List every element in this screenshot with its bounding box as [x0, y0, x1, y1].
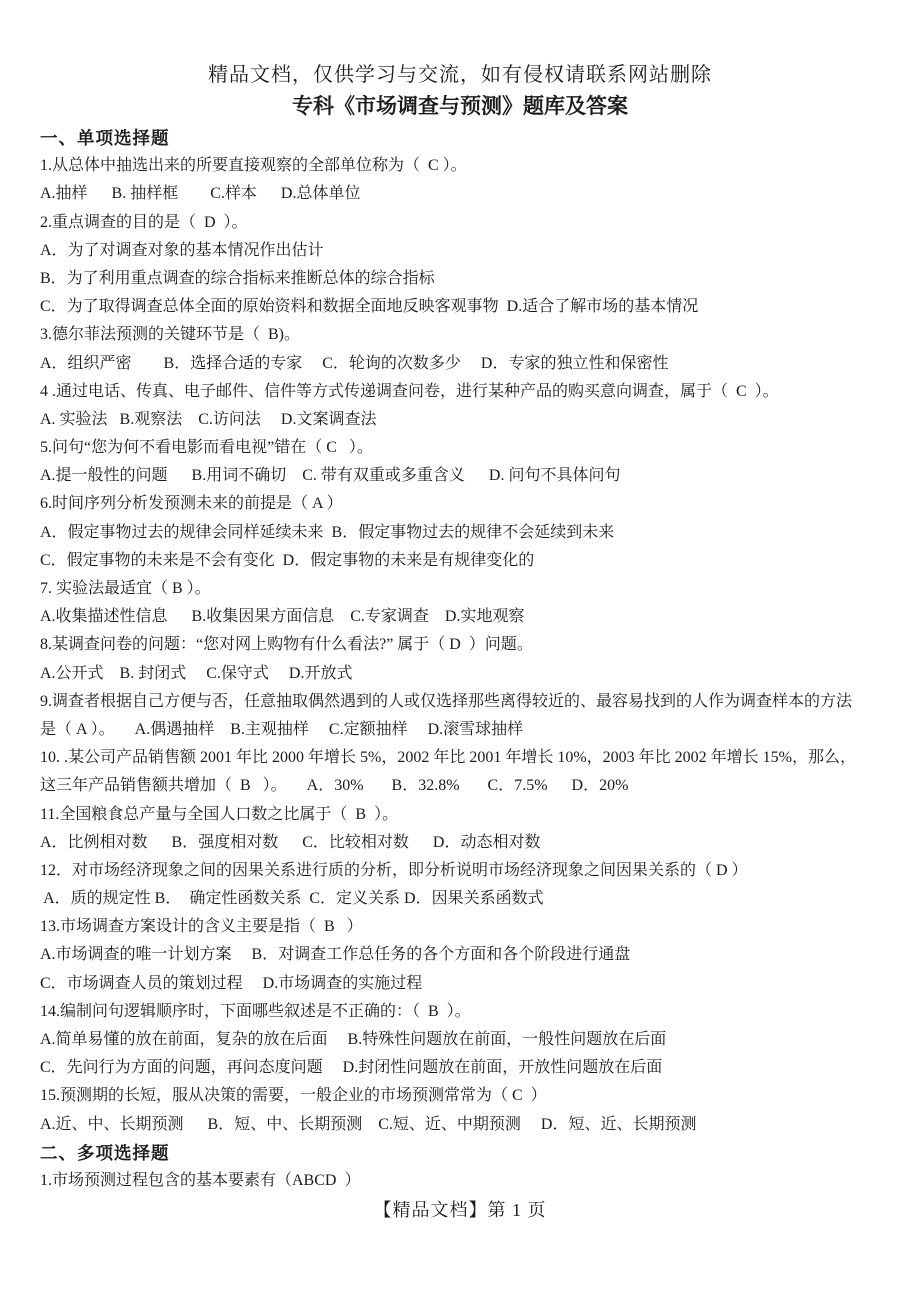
- document-line: A.简单易懂的放在前面，复杂的放在后面 B.特殊性问题放在前面，一般性问题放在后面: [40, 1031, 667, 1048]
- document-line: A．质的规定性 B． 确定性函数关系 C．定义关系 D．因果关系函数式: [40, 890, 544, 908]
- section-heading: 一、单项选择题: [40, 128, 170, 148]
- document-line: A．假定事物过去的规律会同样延续未来 B．假定事物过去的规律不会延续到未来: [40, 523, 615, 541]
- section-heading: 二、多项选择题: [40, 1142, 170, 1163]
- document-title: 专科《市场调查与预测》题库及答案: [292, 95, 628, 118]
- document-line: 9.调查者根据自己方便与否，任意抽取偶然遇到的人或仅选择那些离得较近的、最容易找到的人作为调查样本的方法: [40, 692, 853, 710]
- document-line: 12．对市场经济现象之间的因果关系进行质的分析，即分析说明市场经济现象之间因果关系的（ D ）: [40, 861, 748, 879]
- document-line: 3.德尔菲法预测的关键环节是（ B)。: [40, 326, 301, 344]
- document-line: 11.全国粮食总产量与全国人口数之比属于（ B ）。: [40, 805, 399, 823]
- document-line: C．假定事物的未来是不会有变化 D．假定事物的未来是有规律变化的: [40, 551, 535, 569]
- document-line: C．先问行为方面的问题，再问态度问题 D.封闭性问题放在前面，开放性问题放在后面: [40, 1059, 663, 1077]
- document-line: 8.某调查问卷的问题：“您对网上购物有什么看法?” 属于（ D ）问题。: [40, 636, 533, 654]
- document-line: 6.时间序列分析发预测未来的前提是（ A ）: [40, 495, 343, 513]
- document-line: 4 .通过电话、传真、电子邮件、信件等方式传递调查问卷，进行某种产品的购买意向调查，属于（ C ）。: [40, 382, 779, 400]
- document-line: 1.市场预测过程包含的基本要素有（ABCD ）: [40, 1171, 361, 1189]
- document-line: A．为了对调查对象的基本情况作出估计: [40, 241, 324, 259]
- document-line: 是（ A ）。 A.偶遇抽样 B.主观抽样 C.定额抽样 D.滚雪球抽样: [40, 720, 524, 738]
- document-body: [40, 124, 912, 1195]
- document-line: A.抽样 B. 抽样框 C.样本 D.总体单位: [40, 185, 361, 203]
- document-line: C．为了取得调查总体全面的原始资料和数据全面地反映客观事物 D.适合了解市场的基本情况: [40, 298, 699, 316]
- document-line: 2.重点调查的目的是（ D ）。: [40, 213, 248, 231]
- document-line: 15.预测期的长短，服从决策的需要，一般企业的市场预测常常为（ C ）: [40, 1087, 547, 1105]
- document-line: A.提一般性的问题 B.用词不确切 C. 带有双重或多重含义 D. 问句不具体问句: [40, 467, 621, 485]
- document-line: A.近、中、长期预测 B．短、中、长期预测 C.短、近、中期预测 D．短、近、长期预测: [40, 1115, 697, 1133]
- document-line: A.市场调查的唯一计划方案 B．对调查工作总任务的各个方面和各个阶段进行通盘: [40, 946, 631, 964]
- document-line: 14.编制问句逻辑顺序时，下面哪些叙述是不正确的：（ B ）。: [40, 1002, 471, 1020]
- document-line: 1.从总体中抽选出来的所要直接观察的全部单位称为（ C ）。: [40, 157, 467, 175]
- document-line: 13.市场调查方案设计的含义主要是指（ B ）: [40, 918, 363, 936]
- document-line: A．组织严密 B．选择合适的专家 C．轮询的次数多少 D．专家的独立性和保密性: [40, 354, 669, 372]
- document-line: A.公开式 B. 封闭式 C.保守式 D.开放式: [40, 664, 353, 682]
- document-line: A.收集描述性信息 B.收集因果方面信息 C.专家调查 D.实地观察: [40, 608, 525, 626]
- document-line: A．比例相对数 B．强度相对数 C．比较相对数 D．动态相对数: [40, 833, 541, 851]
- page-footer: 【精品文档】第 1 页: [373, 1200, 547, 1220]
- document-line: 这三年产品销售额共增加（ B ）。 A．30% B．32.8% C．7.5% D．20%: [40, 777, 629, 795]
- header-notice: 精品文档，仅供学习与交流，如有侵权请联系网站删除: [208, 64, 712, 86]
- document-line: A. 实验法 B.观察法 C.访问法 D.文案调查法: [40, 410, 377, 428]
- document-line: 5.问句“您为何不看电影而看电视”错在（ C ）。: [40, 439, 373, 457]
- document-line: B．为了利用重点调查的综合指标来推断总体的综合指标: [40, 269, 435, 287]
- document-line: 10. .某公司产品销售额 2001 年比 2000 年增长 5%，2002 年比 2001 年增长 10%，2003 年比 2002 年增长 15%，那么，: [40, 749, 856, 767]
- document-line: 7. 实验法最适宜（ B ）。: [40, 580, 211, 597]
- document-line: C．市场调查人员的策划过程 D.市场调查的实施过程: [40, 974, 423, 992]
